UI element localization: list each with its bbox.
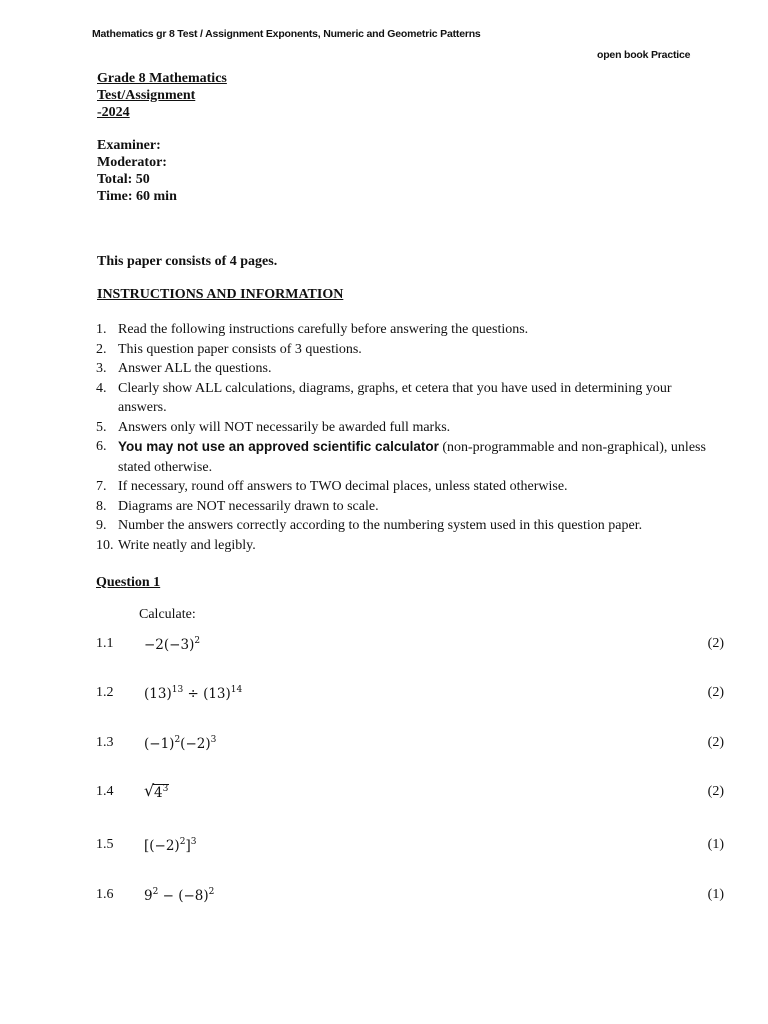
instruction-number: 7. bbox=[96, 479, 107, 494]
calculate-label: Calculate: bbox=[139, 607, 196, 622]
instruction-bold-text: You may not use an approved scientific calculator bbox=[118, 439, 439, 454]
question-row bbox=[96, 887, 724, 909]
question-marks: (2) bbox=[707, 784, 724, 799]
question-number: 1.6 bbox=[96, 887, 114, 902]
page-count-text: This paper consists of 4 pages. bbox=[97, 254, 278, 269]
question-row bbox=[96, 837, 724, 859]
instructions-heading: INSTRUCTIONS AND INFORMATION bbox=[97, 287, 344, 302]
document-title bbox=[97, 70, 227, 121]
instruction-item bbox=[96, 320, 706, 340]
exam-meta bbox=[97, 137, 177, 205]
time-allowed: Time: 60 min bbox=[97, 189, 177, 204]
math-expression bbox=[144, 781, 169, 801]
instruction-text: If necessary, round off answers to TWO decimal places, unless stated otherwise. bbox=[118, 479, 568, 494]
instruction-item bbox=[96, 340, 706, 360]
instruction-text: This question paper consists of 3 questions. bbox=[118, 341, 362, 357]
question-marks: (2) bbox=[707, 685, 724, 700]
title-line-year: -2024 bbox=[97, 105, 130, 120]
question-row bbox=[96, 735, 724, 757]
instruction-text: Number the answers correctly according to the numbering system used in this question paper. bbox=[118, 518, 643, 533]
instruction-item bbox=[96, 536, 706, 556]
instruction-text: (non-programmable and non-graphical), unless stated otherwise. bbox=[118, 440, 706, 475]
instruction-item bbox=[96, 437, 706, 477]
question-row bbox=[96, 781, 724, 806]
instruction-text: Diagrams are NOT necessarily drawn to scale. bbox=[118, 498, 379, 514]
instruction-text: Read the following instructions carefully before answering the questions. bbox=[118, 322, 529, 337]
instruction-item bbox=[96, 379, 706, 418]
math-expression: $(-1)^2(-2)^3$ bbox=[144, 735, 217, 752]
instruction-number: 8. bbox=[96, 498, 107, 514]
question-number: 1.2 bbox=[96, 685, 114, 700]
instruction-item bbox=[96, 359, 706, 379]
question-marks: (1) bbox=[707, 837, 724, 852]
instruction-number: 10. bbox=[96, 537, 114, 553]
question-row bbox=[96, 685, 724, 707]
math-expression: $-2(-3)^2$ bbox=[144, 636, 201, 653]
page-header-title: Mathematics gr 8 Test / Assignment Exponents, Numeric and Geometric Patterns bbox=[92, 28, 481, 40]
math-expression: $[(-2)^2]^3$ bbox=[144, 837, 197, 854]
question-marks: (2) bbox=[707, 636, 724, 651]
instruction-number: 5. bbox=[96, 419, 107, 435]
instruction-item bbox=[96, 497, 706, 517]
examiner-label: Examiner: bbox=[97, 138, 161, 153]
question-marks: (1) bbox=[707, 887, 724, 902]
instruction-number: 6. bbox=[96, 439, 107, 454]
square-root: √ $4^3$ bbox=[144, 781, 169, 801]
instruction-item bbox=[96, 516, 706, 536]
instruction-text: Write neatly and legibly. bbox=[118, 537, 256, 553]
question-number: 1.3 bbox=[96, 735, 114, 750]
question-number: 1.4 bbox=[96, 784, 114, 799]
instruction-number: 1. bbox=[96, 322, 107, 337]
instruction-number: 4. bbox=[96, 380, 107, 396]
instruction-number: 9. bbox=[96, 518, 107, 533]
title-line-type: Test/Assignment bbox=[97, 88, 196, 103]
title-line-subject: Grade 8 Mathematics bbox=[97, 71, 227, 86]
question-1-heading: Question 1 bbox=[96, 575, 161, 590]
page-header-note: open book Practice bbox=[597, 49, 691, 61]
question-number: 1.1 bbox=[96, 636, 114, 651]
question-marks: (2) bbox=[707, 735, 724, 750]
instruction-item bbox=[96, 418, 706, 438]
moderator-label: Moderator: bbox=[97, 155, 167, 170]
question-number: 1.5 bbox=[96, 837, 114, 852]
instructions-list bbox=[96, 320, 706, 555]
instruction-text: Clearly show ALL calculations, diagrams, graphs, et cetera that you have used in determining your answers. bbox=[118, 380, 672, 415]
instruction-text: Answer ALL the questions. bbox=[118, 361, 272, 376]
math-expression: $9^2 - (-8)^2$ bbox=[144, 887, 215, 904]
instruction-item bbox=[96, 477, 706, 497]
total-marks: Total: 50 bbox=[97, 172, 150, 187]
instruction-number: 3. bbox=[96, 361, 107, 376]
math-expression: $(13)^{13} \div (13)^{14}$ bbox=[144, 685, 243, 702]
question-row bbox=[96, 636, 724, 658]
instruction-number: 2. bbox=[96, 341, 107, 357]
instruction-text: Answers only will NOT necessarily be awarded full marks. bbox=[118, 419, 451, 435]
